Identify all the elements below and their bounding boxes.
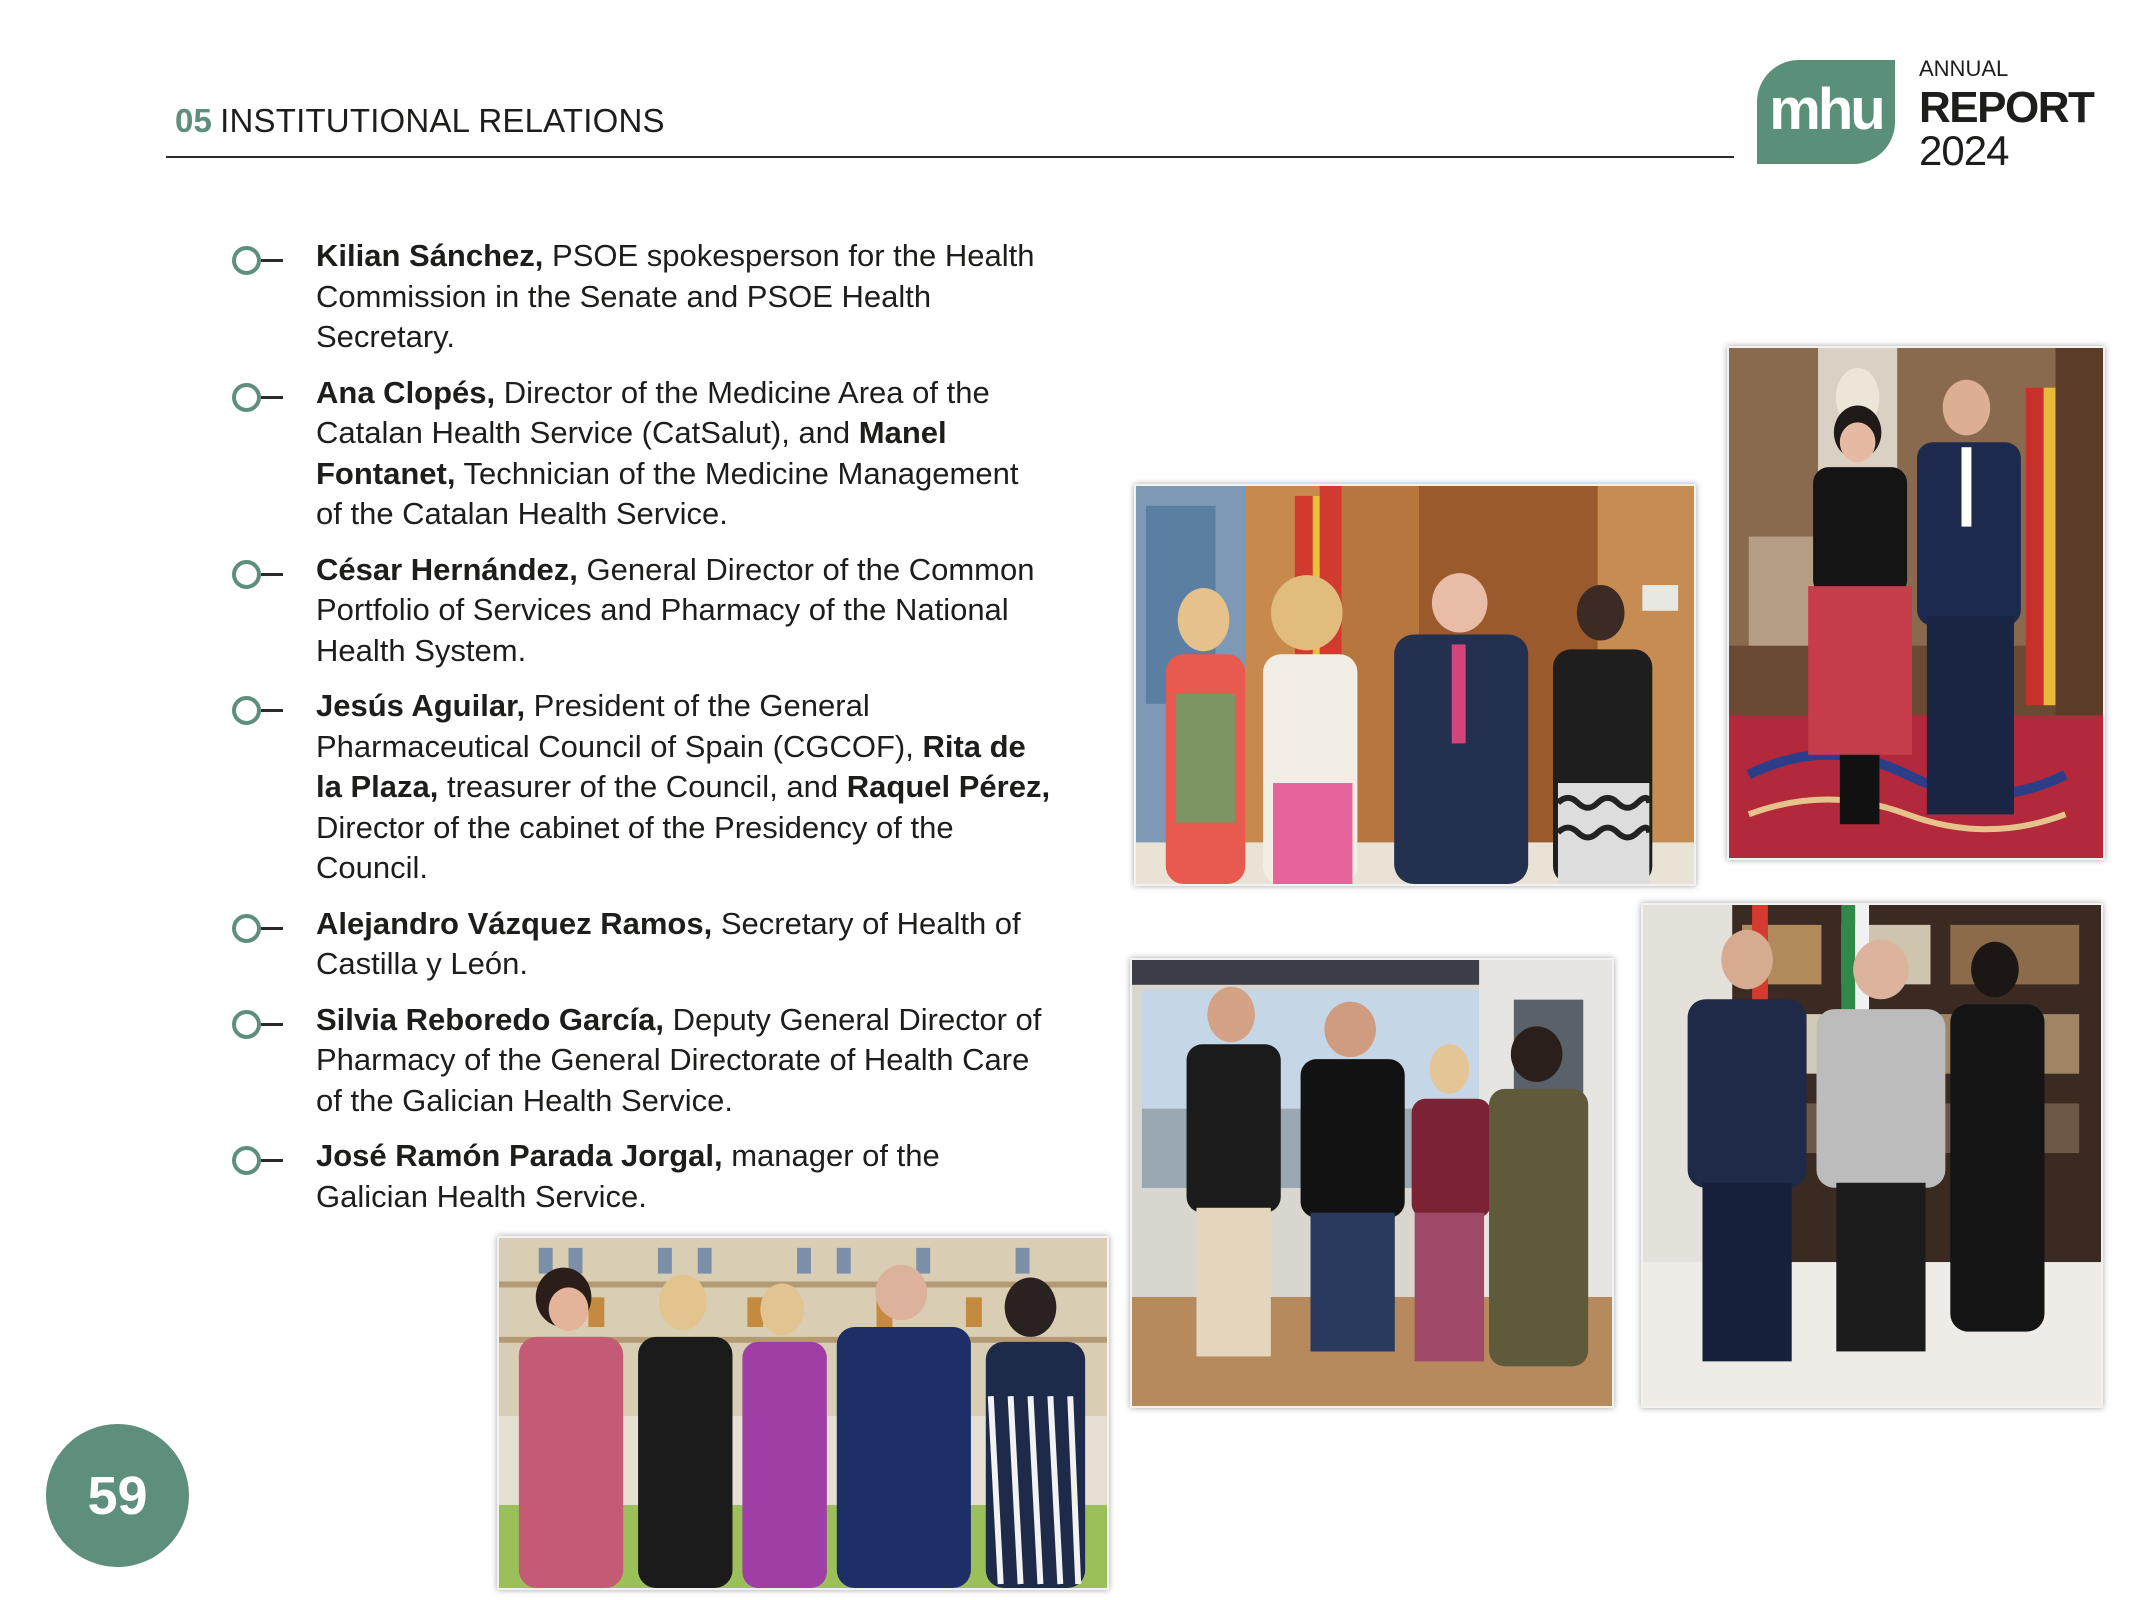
list-item xyxy=(232,550,1052,672)
report-label: REPORT xyxy=(1919,83,2094,132)
person-name: Silvia Reboredo García, xyxy=(316,1001,665,1037)
person-name: Ana Clopés, xyxy=(316,374,496,410)
circle-bullet-icon xyxy=(232,383,292,419)
list-item xyxy=(232,373,1052,535)
circle-bullet-icon xyxy=(232,1146,292,1182)
list-item xyxy=(232,686,1052,889)
person-description: manager of the Galician Health Service. xyxy=(316,1138,940,1214)
person-description: General Director of the Common Portfolio of Services and Pharmacy of the National Health System. xyxy=(316,551,1035,668)
circle-bullet-icon xyxy=(232,246,292,282)
person-description: President of the General Pharmaceutical Council of Spain (CGCOF), xyxy=(316,688,923,764)
person-description: Director of the Medicine Area of the Catalan Health Service (CatSalut), and xyxy=(316,374,990,450)
photo-meeting-office-window xyxy=(1130,958,1614,1408)
report-year: 2024 xyxy=(1919,127,2009,174)
header-divider xyxy=(166,156,1734,158)
person-name: Raquel Pérez, xyxy=(846,769,1051,804)
photo-meeting-pharmacy xyxy=(497,1236,1109,1590)
photo-meeting-bookshelf xyxy=(1641,903,2103,1408)
circle-bullet-icon xyxy=(232,1010,292,1046)
person-name: César Hernández, xyxy=(316,551,578,587)
circle-bullet-icon xyxy=(232,914,292,950)
list-item xyxy=(232,904,1052,985)
person-name: José Ramón Parada Jorgal, xyxy=(316,1138,723,1173)
mhu-logo xyxy=(1757,60,1895,164)
person-name: Alejandro Vázquez Ramos, xyxy=(316,905,713,941)
person-name: Kilian Sánchez, xyxy=(316,238,544,273)
person-description: Deputy General Director of Pharmacy of the General Directorate of Health Care of the Galician Health Service. xyxy=(316,1001,1042,1118)
annual-label: ANNUAL xyxy=(1919,56,2009,81)
circle-bullet-icon xyxy=(232,560,292,596)
person-description: PSOE spokesperson for the Health Commission in the Senate and PSOE Health Secretary. xyxy=(316,238,1035,354)
list-item xyxy=(232,236,1052,358)
section-title-text: INSTITUTIONAL RELATIONS xyxy=(220,102,665,139)
list-item xyxy=(232,1000,1052,1122)
section-number: 05 xyxy=(175,102,213,139)
person-description: Secretary of Health of Castilla y León. xyxy=(316,905,1021,981)
photo-meeting-castilla-leon xyxy=(1134,484,1696,886)
person-name: Manel Fontanet, xyxy=(316,415,947,491)
meetings-list xyxy=(232,236,1052,1232)
person-name: Rita de la Plaza, xyxy=(316,728,1026,804)
person-description: Director of the cabinet of the Presidency of the Council. xyxy=(316,809,954,885)
annual-report-label xyxy=(1919,58,2093,172)
list-item xyxy=(232,1136,1052,1217)
circle-bullet-icon xyxy=(232,696,292,732)
person-name: Jesús Aguilar, xyxy=(316,688,526,723)
photo-meeting-ornate-room xyxy=(1727,346,2105,860)
person-description: treasurer of the Council, and xyxy=(438,769,847,804)
logo-text: mhu xyxy=(1769,76,1883,142)
person-description: Technician of the Medicine Management of the Catalan Health Service. xyxy=(316,455,1019,531)
page-number: 59 xyxy=(46,1424,189,1567)
section-title xyxy=(175,102,665,140)
